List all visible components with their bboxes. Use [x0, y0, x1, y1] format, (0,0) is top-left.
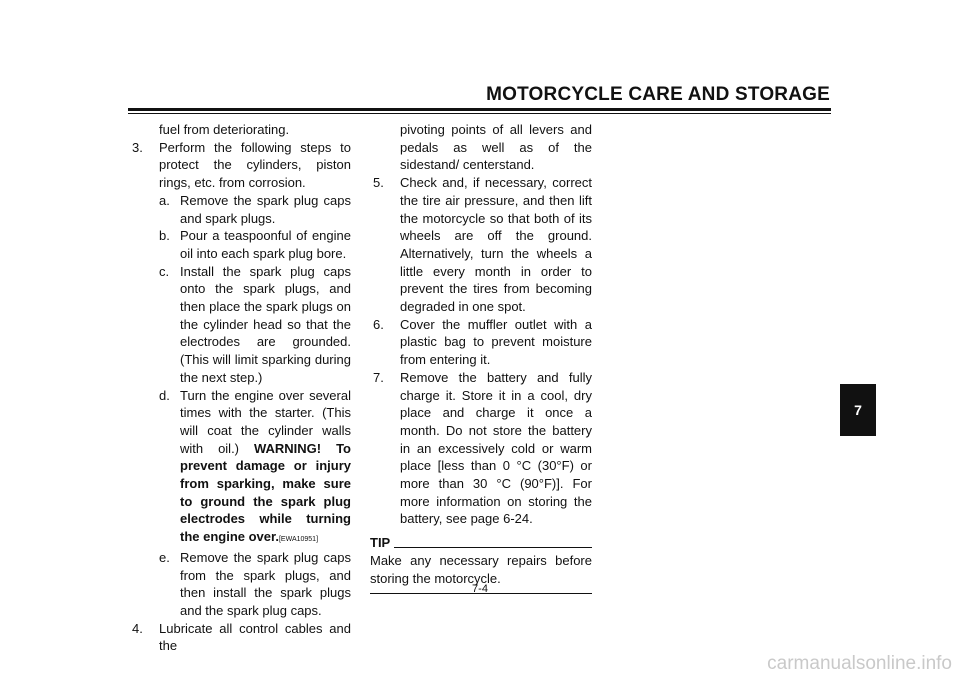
continued-text: pivoting points of all levers and pedals as well as of the sidestand/ centerstand. — [400, 122, 592, 173]
step-6 — [370, 316, 592, 369]
substep-3e — [129, 549, 351, 620]
substep-3b — [129, 227, 351, 262]
step-4 — [129, 620, 351, 655]
header-rule-thick — [128, 108, 831, 111]
chapter-tab: 7 — [840, 384, 876, 436]
tip-text: Make any necessary repairs before storing the motorcycle. — [370, 552, 592, 586]
substep-letter: d. — [159, 387, 170, 403]
warning-code: [EWA10951] — [278, 536, 319, 544]
substep-3c — [129, 263, 351, 387]
substep-text: Turn the engine over several times with the starter. (This will coat the cylinder walls with oil.) — [180, 387, 351, 456]
substep-letter: a. — [159, 192, 170, 208]
substep-letter: c. — [159, 263, 170, 279]
page-number: 7-4 — [472, 583, 488, 595]
substep-text: Remove the spark plug caps and spark plugs. — [180, 192, 351, 226]
step-number: 3. — [132, 139, 143, 155]
page-title: MOTORCYCLE CARE AND STORAGE — [486, 84, 830, 105]
step-7 — [370, 369, 592, 528]
substep-text: Remove the spark plug caps from the spark plugs, and then install the spark plugs and the spark plug caps. — [180, 549, 351, 618]
step-text: Cover the muffler outlet with a plastic bag to prevent moisture from entering it. — [400, 316, 592, 368]
substep-letter: e. — [159, 549, 170, 565]
warning-text: WARNING! To prevent damage or injury from sparking, make sure to ground the spark plug electrodes while turning the engine over. — [180, 440, 351, 545]
step-text: Lubricate all control cables and the — [159, 620, 351, 654]
right-column — [370, 121, 592, 594]
substep-3d — [129, 387, 351, 549]
step-number: 7. — [373, 369, 384, 385]
substep-letter: b. — [159, 228, 170, 244]
tip-label: TIP — [370, 535, 391, 551]
left-column — [129, 121, 351, 655]
step-number: 4. — [132, 620, 143, 636]
substep-text: Pour a teaspoonful of engine oil into each spark plug bore. — [180, 228, 351, 261]
step-text: Perform the following steps to protect the cylinders, piston rings, etc. from corrosion. — [159, 139, 351, 191]
step-text: Check and, if necessary, correct the tire air pressure, and then lift the motorcycle so that both of its wheels are off the ground. Alternatively, turn the wheels a little every month in order to prevent the tires from becoming degraded in one spot. — [400, 175, 592, 315]
step-number: 5. — [373, 175, 384, 191]
substep-text: Install the spark plug caps onto the spark plugs, and then place the spark plugs on the cylinder head so that the electrodes are grounded. (This will limit sparking during the next step.) — [180, 263, 351, 385]
step-5 — [370, 174, 592, 316]
substep-3a — [129, 192, 351, 227]
step-text: Remove the battery and fully charge it. Store it in a cool, dry place and charge it once a month. Do not store the battery in an excessively cold or warm place [less than 0 °C (30°F) or more than 30 °C (90°F)]. For more information on storing the battery, see page 6-24. — [400, 369, 592, 527]
tip-rule — [394, 547, 592, 548]
step-3 — [129, 139, 351, 192]
header-rule-thin — [128, 113, 831, 114]
continued-text: fuel from deteriorating. — [159, 122, 290, 137]
watermark: carmanualsonline.info — [767, 653, 952, 674]
step-number: 6. — [373, 316, 384, 332]
